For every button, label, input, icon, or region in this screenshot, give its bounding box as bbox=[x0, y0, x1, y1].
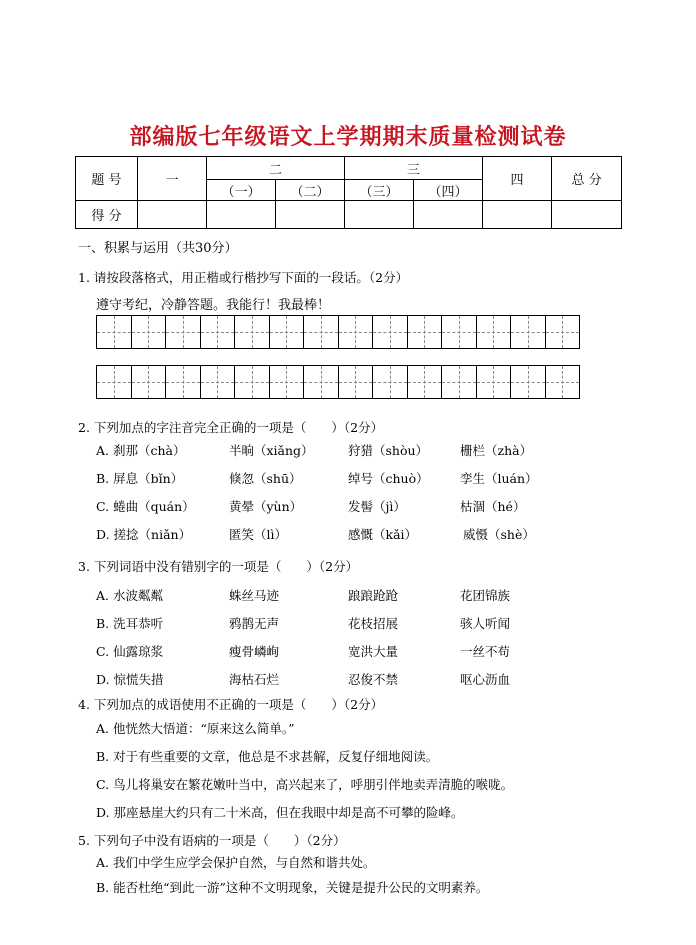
q4-option[interactable]: D. 那座悬崖大约只有二十米高，但在我眼中却是高不可攀的险峰。 bbox=[96, 805, 464, 820]
q3-option: 呕心沥血 bbox=[460, 672, 511, 687]
q2-option: 威慑（shè） bbox=[463, 527, 535, 542]
q4-option[interactable]: C. 鸟儿将巢安在繁花嫩叶当中，高兴起来了，呼朋引伴地卖弄清脆的喉咙。 bbox=[96, 777, 514, 792]
sub-cell-2: （二） bbox=[276, 180, 345, 201]
q2-option: 发髻（jì） bbox=[348, 499, 406, 514]
q4-option[interactable]: B. 对于有些重要的文章，他总是不求甚解，反复仔细地阅读。 bbox=[96, 749, 439, 764]
q2-option[interactable]: A. 刹那（chà） bbox=[96, 443, 186, 458]
q2-option[interactable]: D. 搓捻（niǎn） bbox=[96, 527, 192, 542]
q3-option: 鸦鹊无声 bbox=[229, 616, 280, 631]
page-title: 部编版七年级语文上学期期末质量检测试卷 bbox=[129, 125, 567, 150]
writing-grid[interactable] bbox=[96, 315, 580, 349]
q3-option: 踉踉跄跄 bbox=[348, 588, 399, 603]
q2-option: 绰号（chuò） bbox=[348, 471, 429, 486]
q3-option: 忍俊不禁 bbox=[348, 672, 399, 687]
q4-option[interactable]: A. 他恍然大悟道：“原来这么简单。” bbox=[96, 721, 295, 736]
header-cell-4: 四 bbox=[483, 157, 552, 201]
q2-option: 倏忽（shū） bbox=[229, 471, 302, 486]
score-input[interactable] bbox=[414, 201, 483, 229]
q3-option: 宽洪大量 bbox=[348, 644, 399, 659]
sub-cell-4: （四） bbox=[414, 180, 483, 201]
writing-grid[interactable] bbox=[96, 365, 580, 399]
question-2-prompt: 2. 下列加点的字注音完全正确的一项是（ ）（2分） bbox=[78, 420, 384, 435]
score-table bbox=[75, 156, 622, 229]
header-cell-total: 总 分 bbox=[552, 157, 622, 201]
score-input[interactable] bbox=[276, 201, 345, 229]
header-cell-1: 一 bbox=[138, 157, 207, 201]
q2-option: 半晌（xiǎng） bbox=[229, 443, 314, 458]
q2-option: 匿笑（lì） bbox=[229, 527, 287, 542]
q2-option[interactable]: B. 屏息（bǐn） bbox=[96, 471, 184, 486]
q5-option[interactable]: A. 我们中学生应学会保护自然，与自然和谐共处。 bbox=[96, 855, 376, 870]
q3-option[interactable]: A. 水波粼粼 bbox=[96, 588, 163, 603]
question-5-prompt: 5. 下列句子中没有语病的一项是（ ）（2分） bbox=[78, 833, 346, 848]
q2-option[interactable]: C. 蜷曲（quán） bbox=[96, 499, 195, 514]
question-1-prompt: 1. 请按段落格式，用正楷或行楷抄写下面的一段话。（2分） bbox=[78, 270, 409, 285]
q3-option: 骇人听闻 bbox=[460, 616, 511, 631]
q2-option: 狩猎（shòu） bbox=[348, 443, 429, 458]
question-4-prompt: 4. 下列加点的成语使用不正确的一项是（ ）（2分） bbox=[78, 697, 384, 712]
header-cell-2: 二 bbox=[207, 157, 345, 180]
score-input[interactable] bbox=[483, 201, 552, 229]
question-3-prompt: 3. 下列词语中没有错别字的一项是（ ）（2分） bbox=[78, 559, 359, 574]
score-row-label: 得 分 bbox=[76, 201, 138, 229]
q2-option: 栅栏（zhà） bbox=[460, 443, 533, 458]
q3-option: 一丝不苟 bbox=[460, 644, 511, 659]
q5-option[interactable]: B. 能否杜绝“到此一游”这种不文明现象，关键是提升公民的文明素养。 bbox=[96, 880, 489, 895]
q3-option: 花团锦族 bbox=[460, 588, 511, 603]
section-heading: 一、积累与运用（共30分） bbox=[78, 241, 238, 256]
score-input[interactable] bbox=[345, 201, 414, 229]
q2-option: 孪生（luán） bbox=[460, 471, 538, 486]
copy-text: 遵守考纪，冷静答题。我能行！我最棒！ bbox=[96, 298, 331, 313]
sub-cell-1: （一） bbox=[207, 180, 276, 201]
q3-option[interactable]: C. 仙露琼浆 bbox=[96, 644, 164, 659]
q2-option: 黄晕（yùn） bbox=[229, 499, 303, 514]
sub-cell-3: （三） bbox=[345, 180, 414, 201]
score-input[interactable] bbox=[207, 201, 276, 229]
q3-option[interactable]: B. 洗耳恭听 bbox=[96, 616, 164, 631]
q3-option[interactable]: D. 惊慌失措 bbox=[96, 672, 164, 687]
q3-option: 瘦骨嶙峋 bbox=[229, 644, 280, 659]
q2-option: 枯涸（hé） bbox=[460, 499, 526, 514]
score-input[interactable] bbox=[552, 201, 622, 229]
q3-option: 蛛丝马迹 bbox=[229, 588, 280, 603]
score-input[interactable] bbox=[138, 201, 207, 229]
q2-option: 感慨（kǎi） bbox=[348, 527, 418, 542]
header-cell-label: 题 号 bbox=[76, 157, 138, 201]
q3-option: 海枯石烂 bbox=[229, 672, 280, 687]
q3-option: 花枝招展 bbox=[348, 616, 399, 631]
header-cell-3: 三 bbox=[345, 157, 483, 180]
